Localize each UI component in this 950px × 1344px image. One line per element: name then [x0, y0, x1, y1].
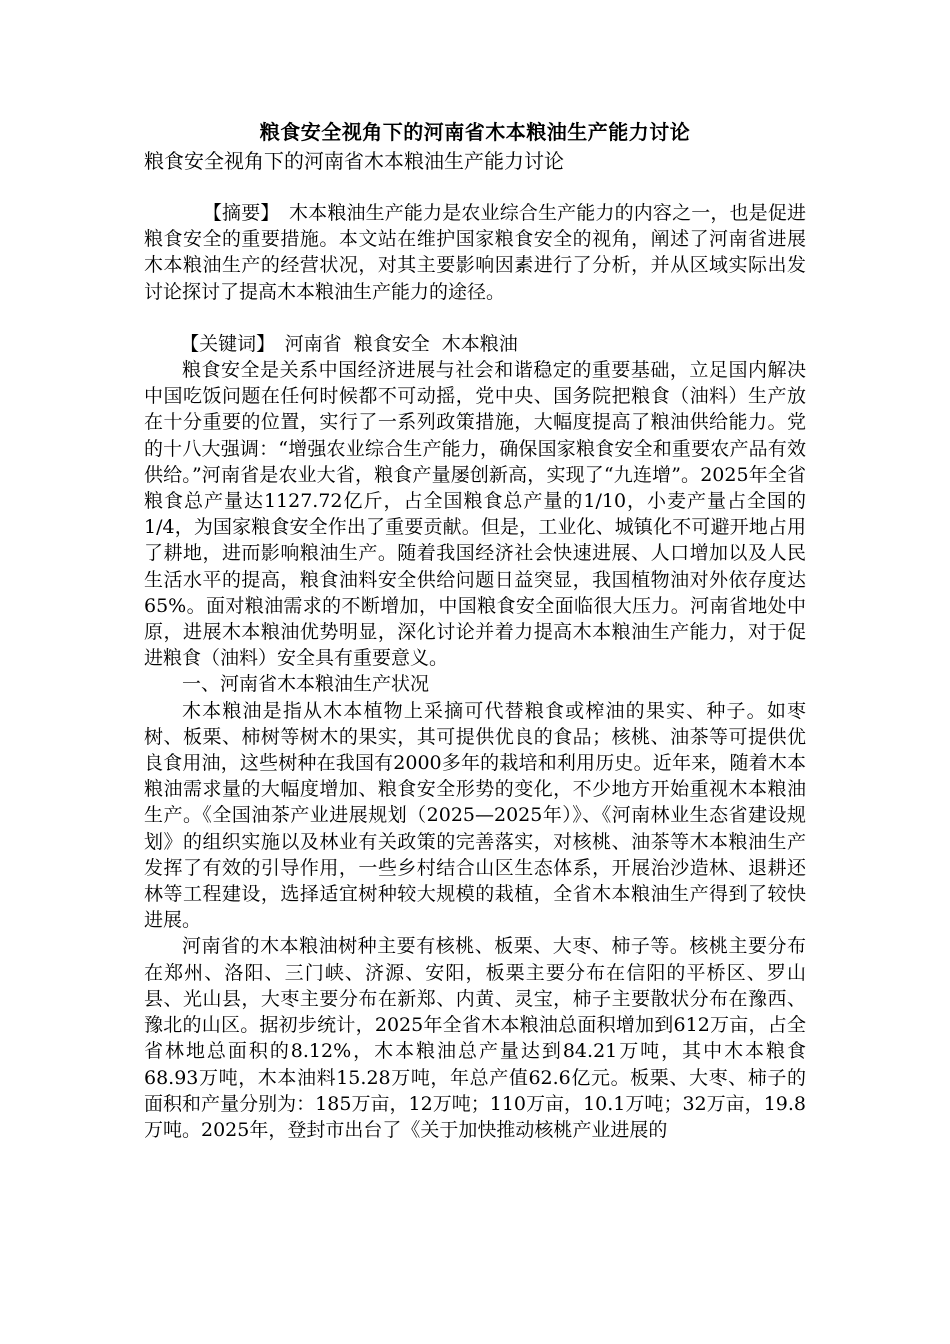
blank-line: [144, 305, 806, 331]
document-page: [144, 118, 806, 1143]
blank-line: [144, 174, 806, 200]
body-paragraph-definition: 木本粮油是指从木本植物上采摘可代替粮食或榨油的果实、种子。如枣树、板栗、柿树等树木的果实，其可提供优良的食品；核桃、油茶等可提供优良食用油，这些树种在我国有2000多年的栽培和利用历史。近年来，随着木本粮油需求量的大幅度增加、粮食安全形势的变化，不少地方开始重视木本粮油生产。《全国油茶产业进展规划（2025—2025年）》、《河南林业生态省建设规划》的组织实施以及林业有关政策的完善落实，对核桃、油茶等木本粮油生产发挥了有效的引导作用，一些乡村结合山区生态体系，开展治沙造林、退耕还林等工程建设，选择适宜树种较大规模的栽植，全省木本粮油生产得到了较快进展。: [144, 699, 806, 932]
keywords-paragraph: [144, 331, 806, 357]
document-title: 粮食安全视角下的河南省木本粮油生产能力讨论: [259, 120, 691, 144]
abstract-paragraph: [144, 200, 806, 305]
body-paragraph-statistics: 河南省的木本粮油树种主要有核桃、板栗、大枣、柿子等。核桃主要分布在郑州、洛阳、三门峡、济源、安阳，板栗主要分布在信阳的平桥区、罗山县、光山县，大枣主要分布在新郑、内黄、灵宝，柿子主要散状分布在豫西、豫北的山区。据初步统计，2025年全省木本粮油总面积增加到612万亩，占全省林地总面积的8.12%，木本粮油总产量达到84.21万吨，其中木本粮食68.93万吨，木本油料15.28万吨，年总产值62.6亿元。板栗、大枣、柿子的面积和产量分别为：185万亩，12万吨；110万亩，10.1万吨；32万亩，19.8万吨。2025年，登封市出台了《关于加快推动核桃产业进展的: [144, 935, 806, 1141]
keywords-text: 河南省 粮食安全 木本粮油: [284, 332, 518, 355]
abstract-text: 木本粮油生产能力是农业综合生产能力的内容之一，也是促进粮食安全的重要措施。本文站在维护国家粮食安全的视角，阐述了河南省进展木本粮油生产的经营状况，对其主要影响因素进行了分析，并从区域实际出发讨论探讨了提高木本粮油生产能力的途径。: [144, 202, 806, 303]
abstract-label: 【摘要】: [202, 202, 280, 224]
section-heading-1: 一、河南省木本粮油生产状况: [182, 673, 430, 696]
document-subtitle: 粮食安全视角下的河南省木本粮油生产能力讨论: [144, 149, 564, 173]
body-paragraph-intro: 粮食安全是关系中国经济进展与社会和谐稳定的重要基础，立足国内解决中国吃饭问题在任何时候都不可动摇，党中央、国务院把粮食（油料）生产放在十分重要的位置，实行了一系列政策措施，大幅度提高了粮油供给能力。党的十八大强调：“增强农业综合生产能力，确保国家粮食安全和重要农产品有效供给。”河南省是农业大省，粮食产量屡创新高，实现了“九连增”。2025年全省粮食总产量达1127.72亿斤，占全国粮食总产量的1/10，小麦产量占全国的1/4，为国家粮食安全作出了重要贡献。但是，工业化、城镇化不可避开地占用了耕地，进而影响粮油生产。随着我国经济社会快速进展、人口增加以及人民生活水平的提高，粮食油料安全供给问题日益突显，我国植物油对外依存度达65%。面对粮油需求的不断增加，中国粮食安全面临很大压力。河南省地处中原，进展木本粮油优势明显，深化讨论并着力提高木本粮油生产能力，对于促进粮食（油料）安全具有重要意义。: [144, 359, 806, 670]
keywords-label: 【关键词】: [180, 332, 276, 355]
